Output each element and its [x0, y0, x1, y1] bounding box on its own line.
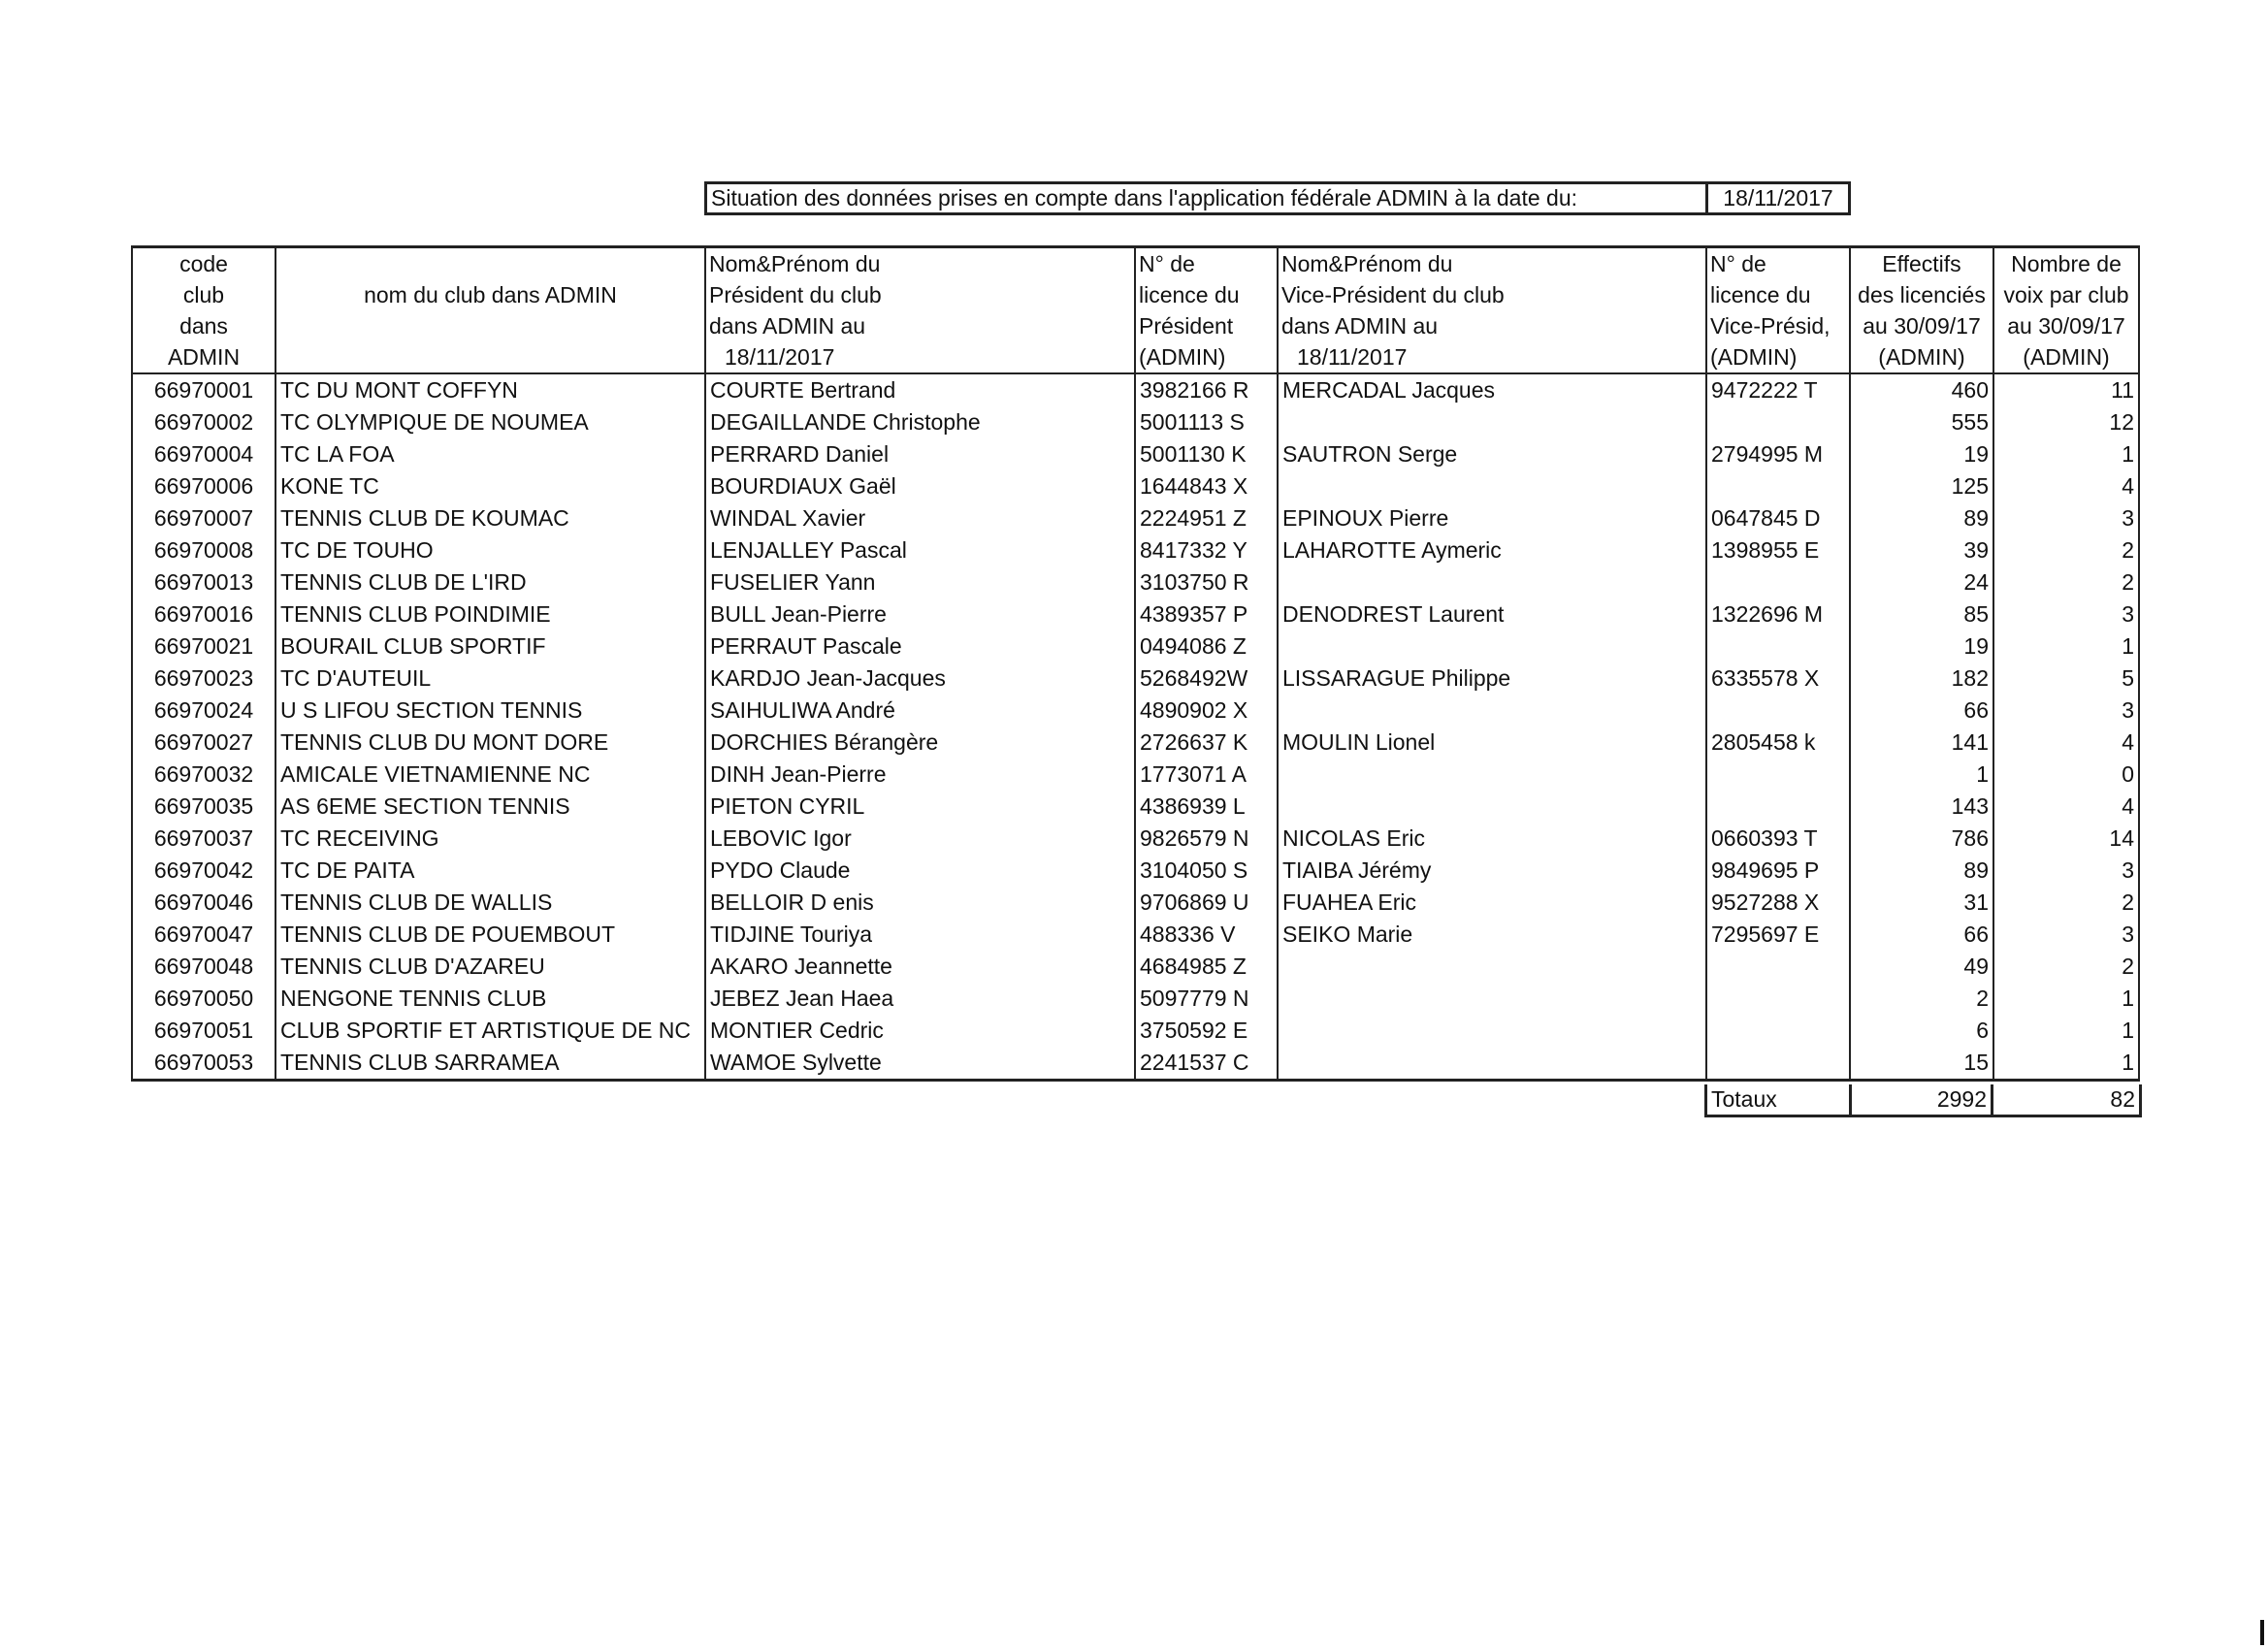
cell-effectifs: 66	[1850, 919, 1993, 951]
cell-effectifs: 15	[1850, 1047, 1993, 1081]
cell-licence-president: 3982166 R	[1135, 373, 1278, 406]
cell-club: CLUB SPORTIF ET ARTISTIQUE DE NC	[275, 1015, 705, 1047]
cell-president: DEGAILLANDE Christophe	[705, 406, 1135, 438]
cell-licence-vice: 7295697 E	[1706, 919, 1850, 951]
cell-president: TIDJINE Touriya	[705, 919, 1135, 951]
cell-club: AMICALE VIETNAMIENNE NC	[275, 759, 705, 791]
table-row	[132, 791, 2139, 823]
cell-effectifs: 39	[1850, 534, 1993, 566]
clubs-table	[131, 245, 2140, 1082]
cell-licence-vice	[1706, 759, 1850, 791]
cell-president: AKARO Jeannette	[705, 951, 1135, 983]
cell-president: WINDAL Xavier	[705, 502, 1135, 534]
cell-president: MONTIER Cedric	[705, 1015, 1135, 1047]
cell-club: TENNIS CLUB SARRAMEA	[275, 1047, 705, 1081]
cell-licence-vice	[1706, 630, 1850, 663]
table-row	[132, 759, 2139, 791]
cell-effectifs: 125	[1850, 470, 1993, 502]
cell-code: 66970032	[132, 759, 275, 791]
cell-president: DORCHIES Bérangère	[705, 727, 1135, 759]
header-line: Vice-Présid,	[1710, 313, 1831, 339]
header-line: Nombre de	[2011, 251, 2122, 276]
cell-effectifs: 786	[1850, 823, 1993, 855]
table-row	[132, 470, 2139, 502]
cell-president: BOURDIAUX Gaël	[705, 470, 1135, 502]
cell-vice-president: FUAHEA Eric	[1278, 887, 1706, 919]
cell-licence-vice	[1706, 695, 1850, 727]
cell-licence-president: 2224951 Z	[1135, 502, 1278, 534]
cell-vice-president	[1278, 1015, 1706, 1047]
cell-vice-president	[1278, 951, 1706, 983]
cell-president: LEBOVIC Igor	[705, 823, 1135, 855]
cell-code: 66970027	[132, 727, 275, 759]
cell-voix: 2	[1993, 534, 2139, 566]
cell-effectifs: 66	[1850, 695, 1993, 727]
cell-licence-president: 8417332 Y	[1135, 534, 1278, 566]
cell-effectifs: 24	[1850, 566, 1993, 598]
header-line: Effectifs	[1882, 251, 1961, 276]
cell-licence-vice: 6335578 X	[1706, 663, 1850, 695]
cell-code: 66970023	[132, 663, 275, 695]
cell-president: DINH Jean-Pierre	[705, 759, 1135, 791]
cell-code: 66970013	[132, 566, 275, 598]
cell-president: COURTE Bertrand	[705, 373, 1135, 406]
header-line: N° de	[1710, 251, 1766, 276]
cell-vice-president: MERCADAL Jacques	[1278, 373, 1706, 406]
cell-effectifs: 6	[1850, 1015, 1993, 1047]
table-body	[132, 373, 2139, 1081]
cell-licence-vice: 2805458 k	[1706, 727, 1850, 759]
cell-vice-president: LISSARAGUE Philippe	[1278, 663, 1706, 695]
table-row	[132, 438, 2139, 470]
cell-club: TENNIS CLUB DU MONT DORE	[275, 727, 705, 759]
cell-voix: 1	[1993, 630, 2139, 663]
cell-licence-vice	[1706, 791, 1850, 823]
header-line: nom du club dans ADMIN	[364, 282, 617, 307]
cell-effectifs: 143	[1850, 791, 1993, 823]
cell-vice-president: MOULIN Lionel	[1278, 727, 1706, 759]
cell-licence-president: 488336 V	[1135, 919, 1278, 951]
report-header-date: 18/11/2017	[1723, 185, 1833, 210]
cell-vice-president	[1278, 470, 1706, 502]
cell-vice-president: SAUTRON Serge	[1278, 438, 1706, 470]
cell-president: PERRAUT Pascale	[705, 630, 1135, 663]
cell-vice-president	[1278, 566, 1706, 598]
cell-voix: 2	[1993, 887, 2139, 919]
cell-president: BELLOIR D enis	[705, 887, 1135, 919]
table-row	[132, 983, 2139, 1015]
cell-club: TENNIS CLUB POINDIMIE	[275, 598, 705, 630]
cell-voix: 3	[1993, 502, 2139, 534]
header-line: dans ADMIN au	[709, 313, 866, 339]
totals-label: Totaux	[1707, 1084, 1852, 1115]
cell-code: 66970037	[132, 823, 275, 855]
cell-licence-vice	[1706, 406, 1850, 438]
cell-licence-president: 9826579 N	[1135, 823, 1278, 855]
cell-club: TC LA FOA	[275, 438, 705, 470]
cell-code: 66970051	[132, 1015, 275, 1047]
header-line: N° de	[1139, 251, 1195, 276]
table-row	[132, 502, 2139, 534]
cell-club: TC RECEIVING	[275, 823, 705, 855]
cell-club: BOURAIL CLUB SPORTIF	[275, 630, 705, 663]
table-row	[132, 663, 2139, 695]
header-line: ADMIN	[167, 344, 241, 370]
header-line: Vice-Président du club	[1281, 282, 1505, 307]
header-line: (ADMIN)	[1710, 344, 1798, 370]
cell-voix: 3	[1993, 695, 2139, 727]
cell-effectifs: 141	[1850, 727, 1993, 759]
cell-vice-president: TIAIBA Jérémy	[1278, 855, 1706, 887]
cell-club: TENNIS CLUB DE POUEMBOUT	[275, 919, 705, 951]
cell-effectifs: 89	[1850, 855, 1993, 887]
cell-voix: 4	[1993, 470, 2139, 502]
cell-effectifs: 19	[1850, 630, 1993, 663]
cell-licence-president: 1773071 A	[1135, 759, 1278, 791]
cell-vice-president	[1278, 983, 1706, 1015]
cell-code: 66970047	[132, 919, 275, 951]
scan-edge-mark	[2260, 1620, 2264, 1645]
cell-voix: 1	[1993, 1047, 2139, 1081]
cell-club: TC DU MONT COFFYN	[275, 373, 705, 406]
cell-licence-vice: 9849695 P	[1706, 855, 1850, 887]
header-line: des licenciés	[1858, 282, 1986, 307]
cell-effectifs: 19	[1850, 438, 1993, 470]
report-header-text: Situation des données prises en compte dans l'application fédérale ADMIN à la date du:	[707, 184, 1708, 212]
totals-voix: 82	[2110, 1086, 2135, 1112]
cell-code: 66970001	[132, 373, 275, 406]
cell-licence-vice: 9527288 X	[1706, 887, 1850, 919]
cell-code: 66970050	[132, 983, 275, 1015]
cell-vice-president: NICOLAS Eric	[1278, 823, 1706, 855]
cell-licence-president: 5268492W	[1135, 663, 1278, 695]
cell-voix: 4	[1993, 791, 2139, 823]
cell-president: PIETON CYRIL	[705, 791, 1135, 823]
cell-vice-president	[1278, 791, 1706, 823]
cell-licence-president: 9706869 U	[1135, 887, 1278, 919]
cell-president: LENJALLEY Pascal	[705, 534, 1135, 566]
cell-club: TENNIS CLUB D'AZAREU	[275, 951, 705, 983]
header-line: club	[182, 282, 225, 307]
header-line: dans ADMIN au	[1281, 313, 1439, 339]
table-row	[132, 951, 2139, 983]
table-row	[132, 1015, 2139, 1047]
header-line: Nom&Prénom du	[1281, 251, 1453, 276]
cell-vice-president: LAHAROTTE Aymeric	[1278, 534, 1706, 566]
cell-voix: 3	[1993, 598, 2139, 630]
cell-vice-president	[1278, 406, 1706, 438]
cell-club: KONE TC	[275, 470, 705, 502]
cell-code: 66970048	[132, 951, 275, 983]
header-line: au 30/09/17	[1863, 313, 1981, 339]
cell-voix: 3	[1993, 919, 2139, 951]
cell-president: WAMOE Sylvette	[705, 1047, 1135, 1081]
header-line: (ADMIN)	[1878, 344, 1965, 370]
cell-vice-president	[1278, 630, 1706, 663]
cell-vice-president	[1278, 1047, 1706, 1081]
cell-licence-vice	[1706, 470, 1850, 502]
header-line: au 30/09/17	[2007, 313, 2125, 339]
header-club	[275, 247, 705, 374]
header-line: 18/11/2017	[1297, 344, 1408, 370]
cell-club: TC D'AUTEUIL	[275, 663, 705, 695]
cell-licence-vice	[1706, 951, 1850, 983]
cell-code: 66970035	[132, 791, 275, 823]
header-licence-president	[1135, 247, 1278, 374]
cell-effectifs: 555	[1850, 406, 1993, 438]
cell-code: 66970016	[132, 598, 275, 630]
header-line: Nom&Prénom du	[709, 251, 881, 276]
totals-row	[1704, 1084, 2142, 1117]
cell-club: TENNIS CLUB DE L'IRD	[275, 566, 705, 598]
header-line: (ADMIN)	[1139, 344, 1226, 370]
header-line: voix par club	[2003, 282, 2129, 307]
cell-vice-president: EPINOUX Pierre	[1278, 502, 1706, 534]
cell-president: BULL Jean-Pierre	[705, 598, 1135, 630]
cell-licence-vice: 9472222 T	[1706, 373, 1850, 406]
header-line: dans	[179, 313, 228, 339]
cell-effectifs: 2	[1850, 983, 1993, 1015]
cell-vice-president	[1278, 695, 1706, 727]
cell-voix: 4	[1993, 727, 2139, 759]
table-row	[132, 630, 2139, 663]
cell-licence-vice: 0660393 T	[1706, 823, 1850, 855]
cell-president: PYDO Claude	[705, 855, 1135, 887]
cell-club: NENGONE TENNIS CLUB	[275, 983, 705, 1015]
cell-licence-president: 4890902 X	[1135, 695, 1278, 727]
cell-licence-president: 2726637 K	[1135, 727, 1278, 759]
table-row	[132, 919, 2139, 951]
header-line: code	[179, 251, 228, 276]
header-line: (ADMIN)	[2023, 344, 2110, 370]
cell-code: 66970053	[132, 1047, 275, 1081]
table-row	[132, 887, 2139, 919]
table-row	[132, 373, 2139, 406]
cell-licence-vice: 2794995 M	[1706, 438, 1850, 470]
cell-president: JEBEZ Jean Haea	[705, 983, 1135, 1015]
cell-voix: 3	[1993, 855, 2139, 887]
header-licence-vice	[1706, 247, 1850, 374]
table-row	[132, 1047, 2139, 1081]
cell-code: 66970042	[132, 855, 275, 887]
cell-code: 66970007	[132, 502, 275, 534]
cell-licence-president: 4386939 L	[1135, 791, 1278, 823]
cell-code: 66970046	[132, 887, 275, 919]
cell-effectifs: 49	[1850, 951, 1993, 983]
totals-effectifs: 2992	[1852, 1084, 1993, 1115]
cell-vice-president: DENODREST Laurent	[1278, 598, 1706, 630]
cell-voix: 1	[1993, 1015, 2139, 1047]
table-row	[132, 823, 2139, 855]
table-row	[132, 566, 2139, 598]
cell-licence-vice	[1706, 1047, 1850, 1081]
cell-vice-president: SEIKO Marie	[1278, 919, 1706, 951]
report-header-box	[704, 181, 1851, 215]
cell-licence-president: 3103750 R	[1135, 566, 1278, 598]
cell-voix: 5	[1993, 663, 2139, 695]
cell-code: 66970024	[132, 695, 275, 727]
cell-effectifs: 89	[1850, 502, 1993, 534]
header-line: Président	[1139, 313, 1234, 339]
header-line: licence du	[1139, 282, 1240, 307]
cell-licence-president: 4389357 P	[1135, 598, 1278, 630]
cell-licence-president: 3104050 S	[1135, 855, 1278, 887]
cell-code: 66970006	[132, 470, 275, 502]
cell-licence-president: 1644843 X	[1135, 470, 1278, 502]
table-row	[132, 855, 2139, 887]
cell-voix: 1	[1993, 983, 2139, 1015]
cell-licence-president: 4684985 Z	[1135, 951, 1278, 983]
cell-licence-president: 5097779 N	[1135, 983, 1278, 1015]
cell-club: TC DE TOUHO	[275, 534, 705, 566]
cell-president: KARDJO Jean-Jacques	[705, 663, 1135, 695]
table-row	[132, 534, 2139, 566]
table-header-row	[132, 247, 2139, 374]
cell-licence-vice	[1706, 983, 1850, 1015]
cell-code: 66970008	[132, 534, 275, 566]
cell-voix: 11	[1993, 373, 2139, 406]
cell-code: 66970004	[132, 438, 275, 470]
cell-effectifs: 31	[1850, 887, 1993, 919]
cell-licence-president: 5001130 K	[1135, 438, 1278, 470]
cell-licence-vice: 1398955 E	[1706, 534, 1850, 566]
cell-licence-president: 2241537 C	[1135, 1047, 1278, 1081]
header-vice-president	[1278, 247, 1706, 374]
header-voix	[1993, 247, 2139, 374]
cell-effectifs: 182	[1850, 663, 1993, 695]
cell-club: AS 6EME SECTION TENNIS	[275, 791, 705, 823]
cell-voix: 14	[1993, 823, 2139, 855]
header-code	[132, 247, 275, 374]
cell-club: TENNIS CLUB DE KOUMAC	[275, 502, 705, 534]
cell-president: FUSELIER Yann	[705, 566, 1135, 598]
cell-code: 66970002	[132, 406, 275, 438]
header-effectifs	[1850, 247, 1993, 374]
cell-voix: 1	[1993, 438, 2139, 470]
header-president	[705, 247, 1135, 374]
cell-voix: 12	[1993, 406, 2139, 438]
table-row	[132, 695, 2139, 727]
cell-president: SAIHULIWA André	[705, 695, 1135, 727]
cell-club: TC DE PAITA	[275, 855, 705, 887]
table-row	[132, 406, 2139, 438]
table-row	[132, 598, 2139, 630]
cell-club: TC OLYMPIQUE DE NOUMEA	[275, 406, 705, 438]
header-line: Président du club	[709, 282, 882, 307]
cell-licence-vice: 1322696 M	[1706, 598, 1850, 630]
cell-licence-president: 3750592 E	[1135, 1015, 1278, 1047]
cell-licence-vice	[1706, 1015, 1850, 1047]
cell-voix: 0	[1993, 759, 2139, 791]
cell-licence-vice: 0647845 D	[1706, 502, 1850, 534]
cell-president: PERRARD Daniel	[705, 438, 1135, 470]
cell-licence-president: 0494086 Z	[1135, 630, 1278, 663]
cell-effectifs: 1	[1850, 759, 1993, 791]
cell-voix: 2	[1993, 566, 2139, 598]
cell-vice-president	[1278, 759, 1706, 791]
cell-voix: 2	[1993, 951, 2139, 983]
cell-licence-president: 5001113 S	[1135, 406, 1278, 438]
cell-effectifs: 85	[1850, 598, 1993, 630]
header-line: licence du	[1710, 282, 1811, 307]
table-row	[132, 727, 2139, 759]
cell-club: TENNIS CLUB DE WALLIS	[275, 887, 705, 919]
cell-effectifs: 460	[1850, 373, 1993, 406]
cell-code: 66970021	[132, 630, 275, 663]
cell-club: U S LIFOU SECTION TENNIS	[275, 695, 705, 727]
cell-licence-vice	[1706, 566, 1850, 598]
header-line: 18/11/2017	[725, 344, 835, 370]
